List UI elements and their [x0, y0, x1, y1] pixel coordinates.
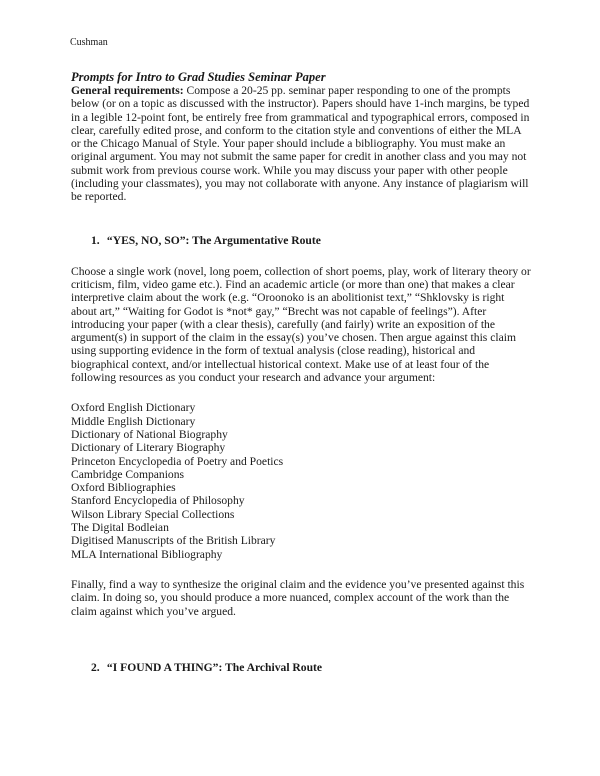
list-item: Wilson Library Special Collections	[71, 507, 235, 521]
list-item: Dictionary of National Biography	[71, 427, 228, 441]
resource-list	[71, 401, 533, 561]
list-item: Oxford English Dictionary	[71, 401, 196, 415]
section-1-closing: Finally, find a way to synthesize the original claim and the evidence you’ve presented against this claim. In doing so, you should produce a more nuanced, complex account of the work than the claim against which you’ve argued.	[71, 577, 525, 618]
section-2-title: “I FOUND A THING”: The Archival Route	[106, 660, 323, 674]
document-title: Prompts for Intro to Grad Studies Seminar Paper	[71, 70, 326, 84]
running-header-author: Cushman	[70, 37, 108, 48]
section-1-heading	[91, 234, 533, 248]
list-item: Oxford Bibliographies	[71, 481, 176, 495]
list-item: Cambridge Companions	[71, 467, 185, 481]
section-1-body: Choose a single work (novel, long poem, collection of short poems, play, work of literary theory or criticism, film, video game etc.). Find an academic article (or more than one) that makes a clear interpretive claim about the work (e.g. “Oroonoko is an abolitionist text,” “Shklovsky is right about art,” “Waiting for Godot is *not* gay,” “Brecht was not capable of feelings”). After introducing your paper (with a clear thesis), carefully (and fairly) write an exposition of the argument(s) in support of the claim in the essay(s) you’ve chosen. Then argue against this claim using supporting evidence in the form of textual analysis (close reading), historical and biographical context, and/or intellectual historical context. Make use of at least four of the following resources as you conduct your research and advance your argument:	[71, 264, 531, 385]
list-item: Stanford Encyclopedia of Philosophy	[71, 494, 245, 508]
section-1-number: 1.	[91, 233, 100, 247]
requirements-label: General requirements:	[71, 84, 184, 97]
list-item: Dictionary of Literary Biography	[71, 441, 226, 455]
general-requirements-paragraph	[71, 84, 533, 204]
list-item: Middle English Dictionary	[71, 414, 196, 428]
list-item: MLA International Bibliography	[71, 547, 223, 561]
document-body	[71, 70, 533, 675]
requirements-text: Compose a 20-25 pp. seminar paper responding to one of the prompts below (or on a topic as discussed with the instructor). Papers should have 1-inch margins, be typed in a legible 12-point font, be entirely free from grammatical and typographical errors, composed in clear, carefully edited prose, and conform to the citation style and conventions of either the MLA or the Chicago Manual of Style. Your paper should include a bibliography. You must make an original argument. You may not submit the same paper for credit in another class and you may not submit work from previous course work. While you may discuss your paper with other people (including your classmates), you may not collaborate with anyone. Any instance of plagiarism will be reported.	[71, 84, 530, 204]
list-item: Digitised Manuscripts of the British Library	[71, 534, 276, 548]
list-item: The Digital Bodleian	[71, 521, 169, 535]
section-2-number: 2.	[91, 660, 100, 674]
section-2-heading	[91, 661, 533, 675]
section-1-title: “YES, NO, SO”: The Argumentative Route	[106, 233, 321, 247]
list-item: Princeton Encyclopedia of Poetry and Poetics	[71, 454, 284, 468]
